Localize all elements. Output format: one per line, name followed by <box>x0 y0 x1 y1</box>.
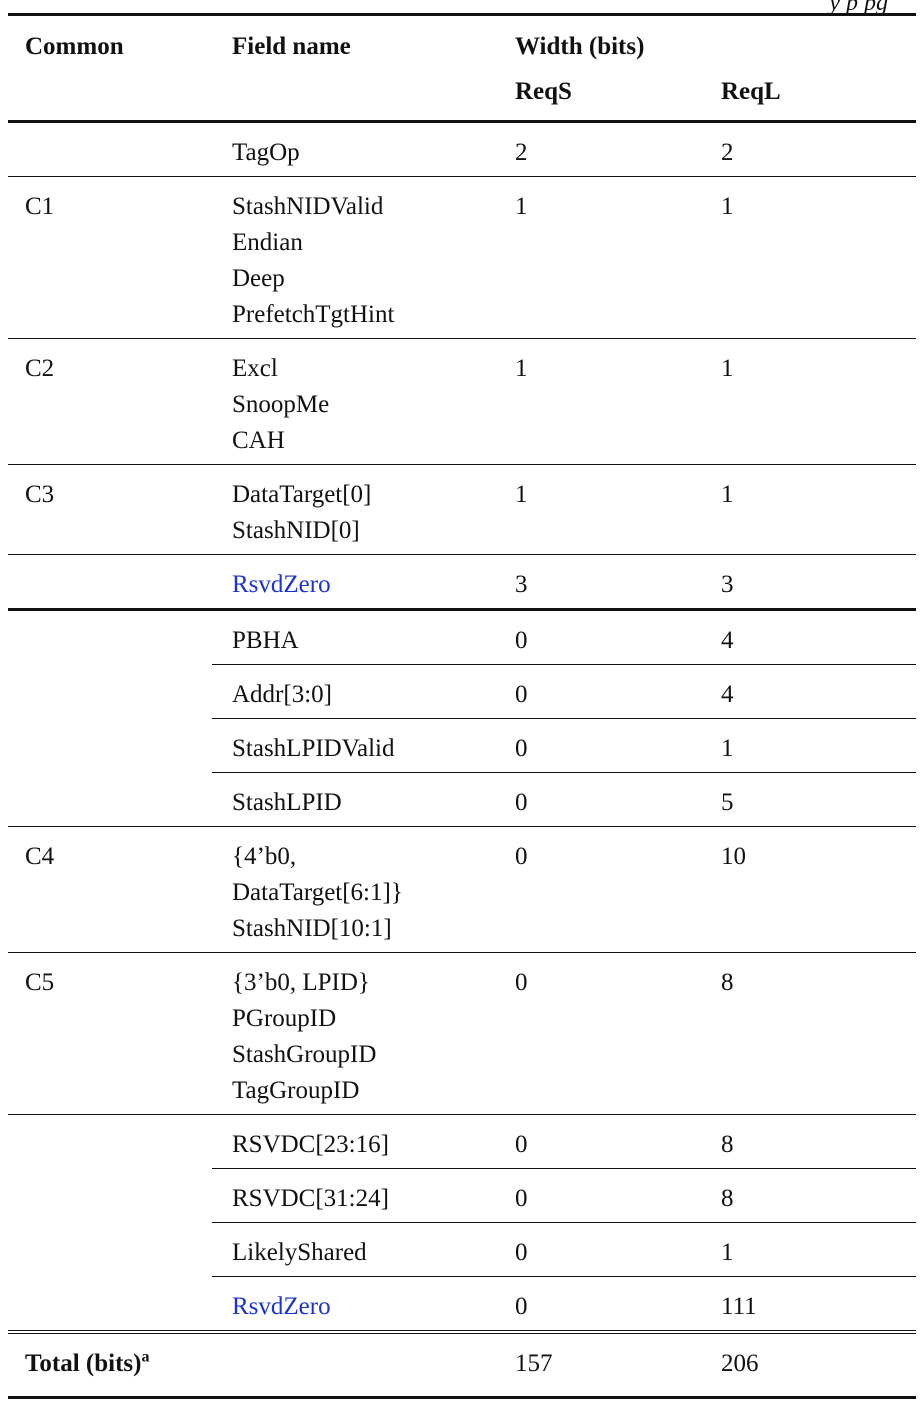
reqs-cell: 1 <box>515 355 528 382</box>
common-cell: C5 <box>25 969 55 996</box>
common-cell <box>8 773 212 827</box>
reql-cell: 1 <box>710 1223 916 1277</box>
reserved-field-cell: RsvdZero <box>232 1293 331 1320</box>
reql-cell: 10 <box>721 843 746 870</box>
table-row-stashlpid <box>8 773 916 827</box>
table-row-tagop <box>8 122 916 177</box>
table-row-addr <box>8 665 916 719</box>
reql-cell: 2 <box>721 139 734 166</box>
common-cell: C1 <box>25 193 55 220</box>
reql-cell: 4 <box>710 665 916 719</box>
common-cell <box>8 719 212 773</box>
total-reql: 206 <box>721 1350 759 1377</box>
table-row-stashlpidvalid <box>8 719 916 773</box>
reql-cell: 8 <box>721 969 734 996</box>
reserved-field-cell: RsvdZero <box>232 571 331 598</box>
table-row-c1 <box>8 177 916 339</box>
field-cell: StashLPID <box>232 789 342 816</box>
table-row-c2 <box>8 339 916 465</box>
reqs-cell: 0 <box>515 969 528 996</box>
reqs-cell: 0 <box>515 843 528 870</box>
field-width-table <box>8 13 916 1399</box>
reqs-cell: 0 <box>515 789 528 816</box>
common-cell <box>8 1277 212 1333</box>
reqs-cell: 2 <box>515 139 528 166</box>
field-cell: RSVDC[23:16] <box>212 1115 504 1169</box>
header-field-name: Field name <box>232 33 351 60</box>
field-line: StashNIDValid <box>232 193 384 220</box>
reqs-cell: 0 <box>504 610 710 665</box>
table-row-total <box>8 1332 916 1398</box>
field-line: {3’b0, LPID} <box>232 969 370 996</box>
page-header-fragment: y p pg <box>829 0 888 16</box>
field-line: DataTarget[6:1]} <box>232 879 403 906</box>
reql-cell: 111 <box>721 1293 757 1320</box>
field-cell <box>212 177 504 339</box>
field-cell: TagOp <box>232 139 300 166</box>
field-line: {4’b0, <box>232 843 297 870</box>
reql-cell: 3 <box>721 571 734 598</box>
field-line: DataTarget[0] <box>232 481 372 508</box>
reqs-cell: 1 <box>515 481 528 508</box>
total-label: Total (bits) <box>25 1350 142 1377</box>
field-line: Excl <box>232 355 278 382</box>
reql-cell: 4 <box>710 610 916 665</box>
field-cell: StashLPIDValid <box>212 719 504 773</box>
reql-cell: 1 <box>721 355 734 382</box>
reqs-cell: 3 <box>515 571 528 598</box>
header-reqs: ReqS <box>515 78 572 105</box>
common-cell <box>8 122 212 177</box>
table-row-likelyshared <box>8 1223 916 1277</box>
common-cell <box>8 610 212 665</box>
common-cell: C2 <box>25 355 55 382</box>
reql-cell: 8 <box>710 1169 916 1223</box>
field-line: SnoopMe <box>232 391 330 418</box>
reql-cell: 1 <box>710 719 916 773</box>
field-line: Deep <box>232 265 285 292</box>
reql-cell: 8 <box>710 1115 916 1169</box>
table-row-c5 <box>8 953 916 1115</box>
header-row-2 <box>8 70 916 122</box>
field-line: Endian <box>232 229 303 256</box>
reqs-cell: 0 <box>515 1293 528 1320</box>
header-width: Width (bits) <box>515 33 645 60</box>
field-cell <box>212 339 504 465</box>
common-cell <box>8 1169 212 1223</box>
common-cell: C4 <box>25 843 55 870</box>
common-cell <box>8 665 212 719</box>
field-cell <box>212 953 504 1115</box>
reqs-cell: 0 <box>504 665 710 719</box>
total-reqs: 157 <box>515 1350 553 1377</box>
common-cell: C3 <box>25 481 55 508</box>
field-line: PrefetchTgtHint <box>232 301 395 328</box>
header-reql: ReqL <box>721 78 781 105</box>
table-row-rsvdc-23-16 <box>8 1115 916 1169</box>
field-line: TagGroupID <box>232 1077 360 1104</box>
footnote-mark: a <box>141 1348 150 1366</box>
field-cell: RSVDC[31:24] <box>212 1169 504 1223</box>
common-cell <box>8 555 212 610</box>
field-line: StashGroupID <box>232 1041 377 1068</box>
reql-cell: 1 <box>721 481 734 508</box>
field-line: StashNID[0] <box>232 517 360 544</box>
reql-cell: 1 <box>721 193 734 220</box>
table-row-rsvdzero-1 <box>8 555 916 610</box>
header-row-1 <box>8 15 916 71</box>
table-row-rsvdzero-2 <box>8 1277 916 1333</box>
field-line: CAH <box>232 427 285 454</box>
field-cell: Addr[3:0] <box>212 665 504 719</box>
table-row-rsvdc-31-24 <box>8 1169 916 1223</box>
table-row-c3 <box>8 465 916 555</box>
table-row-pbha <box>8 610 916 665</box>
field-line: StashNID[10:1] <box>232 915 392 942</box>
reqs-cell: 1 <box>515 193 528 220</box>
common-cell <box>8 1115 212 1169</box>
field-cell: LikelyShared <box>212 1223 504 1277</box>
field-cell: PBHA <box>212 610 504 665</box>
reqs-cell: 0 <box>504 1223 710 1277</box>
reqs-cell: 0 <box>504 719 710 773</box>
table-row-c4 <box>8 827 916 953</box>
common-cell <box>8 1223 212 1277</box>
reql-cell: 5 <box>721 789 734 816</box>
total-label-cell <box>8 1332 212 1398</box>
reqs-cell: 0 <box>504 1115 710 1169</box>
field-cell <box>212 827 504 953</box>
reqs-cell: 0 <box>504 1169 710 1223</box>
field-cell <box>212 465 504 555</box>
field-line: PGroupID <box>232 1005 337 1032</box>
header-common: Common <box>25 33 124 60</box>
